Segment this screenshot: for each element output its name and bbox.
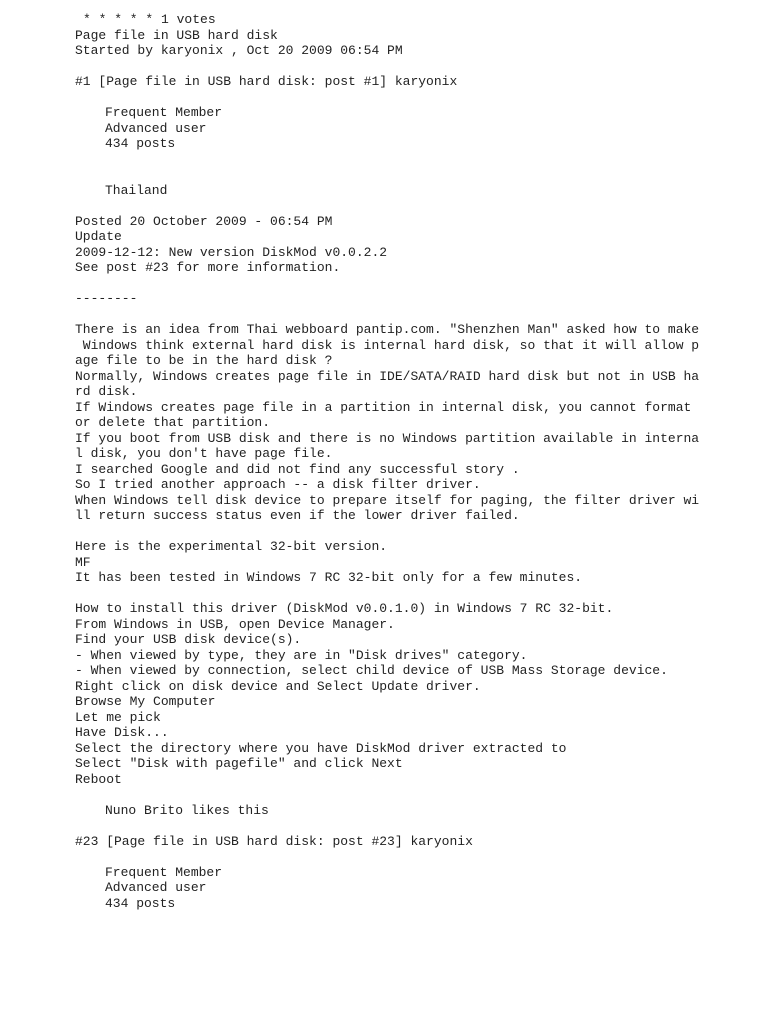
body-line: If you boot from USB disk and there is no Windows partition available in interna bbox=[75, 430, 700, 446]
author-title: Advanced user bbox=[105, 120, 207, 136]
body-line: age file to be in the hard disk ? bbox=[75, 353, 333, 368]
body-line: or delete that partition. bbox=[75, 415, 271, 430]
body-line: Reboot bbox=[75, 771, 122, 787]
post-1-install-steps bbox=[75, 601, 675, 787]
rating-stars[interactable]: * * * * * bbox=[83, 12, 154, 27]
body-line: Have Disk... bbox=[75, 725, 169, 740]
topic-rating[interactable] bbox=[75, 12, 675, 28]
attachment-link[interactable]: MF bbox=[75, 554, 91, 570]
body-line: If Windows creates page file in a partition in internal disk, you cannot format bbox=[75, 399, 692, 415]
body-line: It has been tested in Windows 7 RC 32-bit only for a few minutes. bbox=[75, 570, 583, 585]
update-line: 2009-12-12: New version DiskMod v0.0.2.2 bbox=[75, 244, 388, 260]
body-line: Select the directory where you have DiskMod driver extracted to bbox=[75, 740, 567, 756]
body-line: Let me pick bbox=[75, 709, 161, 725]
body-line: So I tried another approach -- a disk filter driver. bbox=[75, 477, 481, 492]
topic-title: Page file in USB hard disk bbox=[75, 27, 278, 43]
post-1-update bbox=[75, 229, 675, 276]
post-23-header[interactable]: #23 [Page file in USB hard disk: post #23] karyonix bbox=[75, 833, 473, 849]
post-1-date: Posted 20 October 2009 - 06:54 PM bbox=[75, 213, 333, 229]
body-line: I searched Google and did not find any successful story . bbox=[75, 461, 520, 477]
post-1-body-paragraph-2 bbox=[75, 539, 675, 586]
body-line: When Windows tell disk device to prepare itself for paging, the filter driver wi bbox=[75, 492, 700, 508]
body-line: Windows think external hard disk is internal hard disk, so that it will allow p bbox=[75, 337, 700, 353]
author-rank: Frequent Member bbox=[105, 105, 223, 120]
post-1-body-paragraph-1 bbox=[75, 322, 700, 524]
body-line: Normally, Windows creates page file in IDE/SATA/RAID hard disk but not in USB ha bbox=[75, 368, 700, 384]
body-line: There is an idea from Thai webboard pantip.com. "Shenzhen Man" asked how to make bbox=[75, 322, 700, 337]
body-line: - When viewed by type, they are in "Disk drives" category. bbox=[75, 647, 528, 663]
author-title: Advanced user bbox=[105, 880, 207, 895]
body-line: - When viewed by connection, select child device of USB Mass Storage device. bbox=[75, 663, 668, 678]
body-line: Select "Disk with pagefile" and click Next bbox=[75, 756, 403, 771]
vote-count: 1 votes bbox=[161, 12, 216, 27]
author-post-count: 434 posts bbox=[105, 895, 176, 911]
post-1-header[interactable]: #1 [Page file in USB hard disk: post #1] karyonix bbox=[75, 74, 458, 89]
body-line: From Windows in USB, open Device Manager. bbox=[75, 616, 395, 632]
body-line: rd disk. bbox=[75, 384, 138, 399]
post-1-likes[interactable]: Nuno Brito likes this bbox=[105, 802, 269, 818]
body-line: How to install this driver (DiskMod v0.0.1.0) in Windows 7 RC 32-bit. bbox=[75, 601, 614, 616]
body-line: Here is the experimental 32-bit version. bbox=[75, 539, 388, 554]
body-line: Find your USB disk device(s). bbox=[75, 632, 302, 647]
author-post-count: 434 posts bbox=[105, 136, 176, 151]
update-line: Update bbox=[75, 229, 122, 244]
body-line: Browse My Computer bbox=[75, 694, 216, 709]
forum-thread-page bbox=[75, 12, 700, 911]
author-location: Thailand bbox=[105, 182, 168, 198]
body-line: Right click on disk device and Select Update driver. bbox=[75, 678, 481, 694]
update-line: See post #23 for more information. bbox=[75, 260, 341, 275]
body-line: ll return success status even if the lower driver failed. bbox=[75, 508, 520, 523]
author-rank: Frequent Member bbox=[105, 864, 223, 880]
body-line: l disk, you don't have page file. bbox=[75, 446, 333, 461]
separator: -------- bbox=[75, 291, 138, 306]
topic-started-by: Started by karyonix , Oct 20 2009 06:54 PM bbox=[75, 43, 403, 58]
